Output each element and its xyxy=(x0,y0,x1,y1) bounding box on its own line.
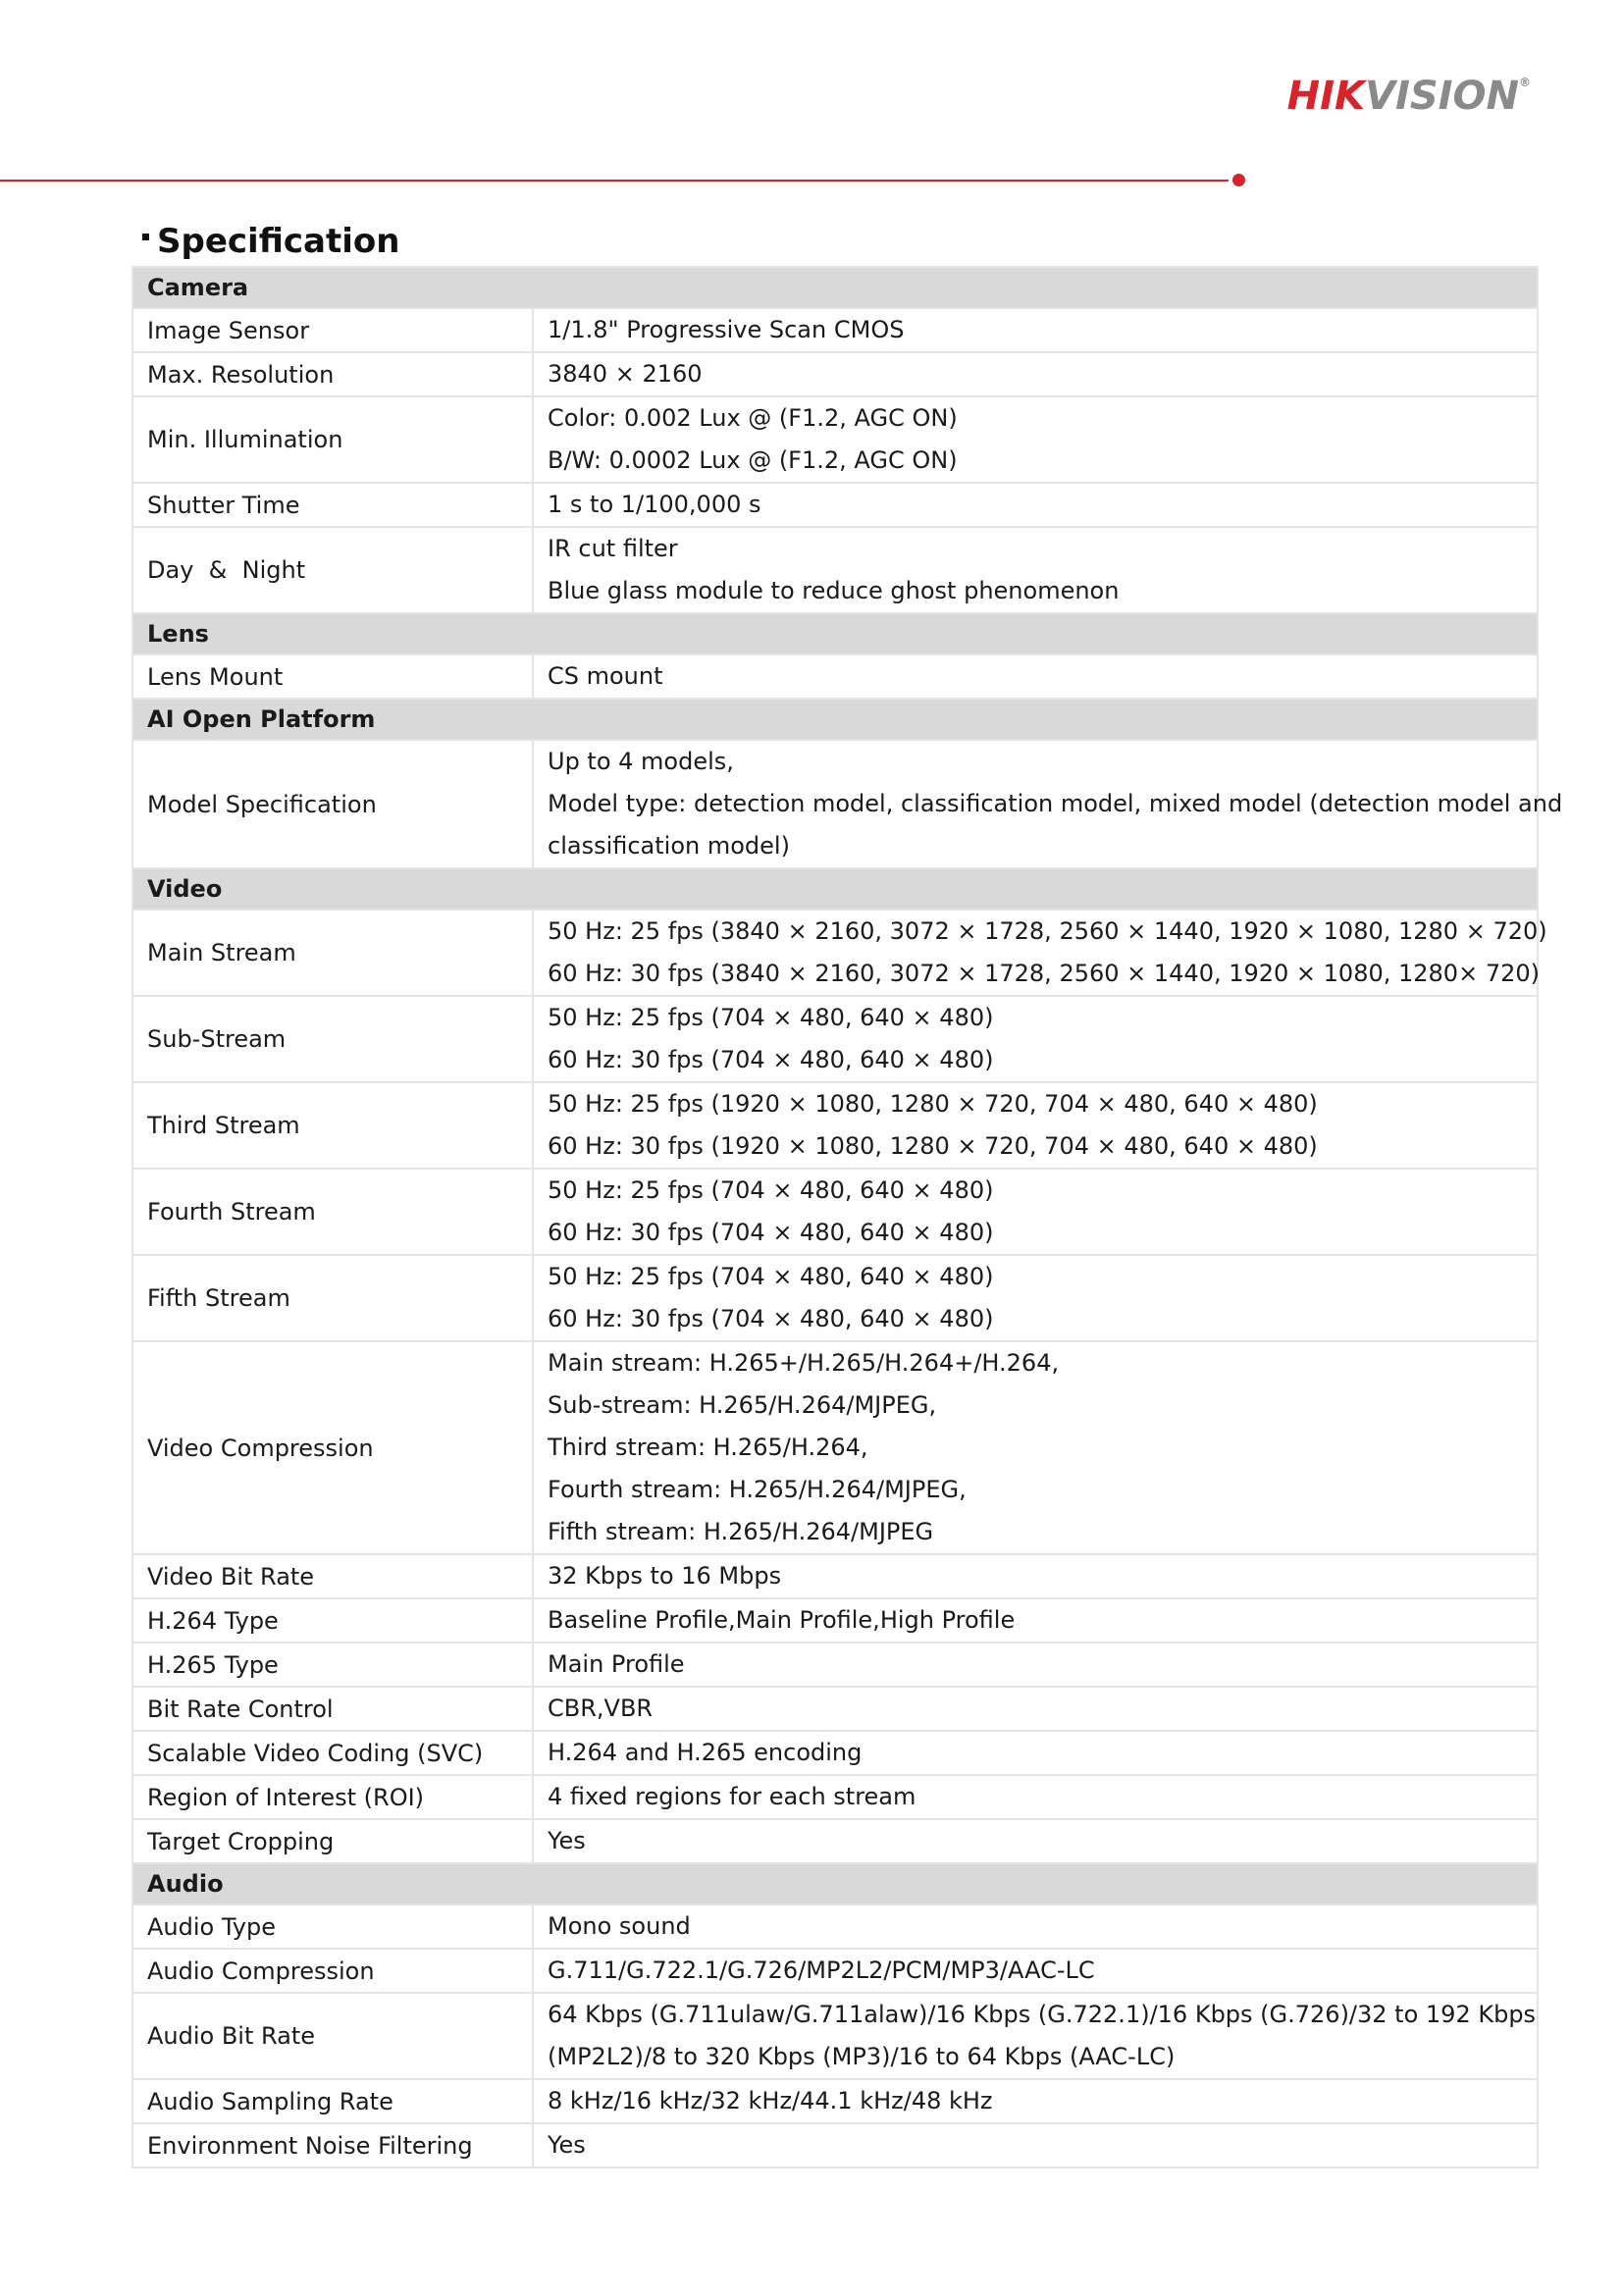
spec-value xyxy=(533,352,1538,396)
spec-row xyxy=(132,2123,1538,2167)
spec-value-line: 60 Hz: 30 fps (704 × 480, 640 × 480) xyxy=(548,1219,994,1246)
spec-table-body xyxy=(132,267,1563,2167)
spec-label: Region of Interest (ROI) xyxy=(132,1775,533,1819)
spec-row xyxy=(132,1643,1538,1687)
spec-table xyxy=(131,266,1563,2168)
spec-value xyxy=(533,1169,1538,1255)
spec-value xyxy=(533,1993,1538,2079)
logo-vision: VISION xyxy=(1364,74,1519,119)
spec-value xyxy=(533,1082,1538,1169)
spec-value xyxy=(533,1949,1538,1993)
spec-value-line: 60 Hz: 30 fps (704 × 480, 640 × 480) xyxy=(548,1305,994,1332)
spec-value-line: Color: 0.002 Lux @ (F1.2, AGC ON) xyxy=(548,404,958,432)
spec-label: Sub-Stream xyxy=(132,996,533,1082)
spec-value-line: 50 Hz: 25 fps (704 × 480, 640 × 480) xyxy=(548,1004,994,1031)
spec-value-line: H.264 and H.265 encoding xyxy=(548,1739,863,1766)
spec-value xyxy=(533,527,1538,613)
spec-label: Model Specification xyxy=(132,740,533,868)
spec-row xyxy=(132,527,1538,613)
spec-label: Image Sensor xyxy=(132,308,533,352)
spec-label: Lens Mount xyxy=(132,654,533,699)
spec-value-line: 3840 × 2160 xyxy=(548,360,703,388)
spec-value xyxy=(533,2079,1538,2123)
spec-value-line: Mono sound xyxy=(548,1912,691,1940)
spec-value xyxy=(533,1687,1538,1731)
spec-value xyxy=(533,1341,1538,1554)
spec-row xyxy=(132,1775,1538,1819)
spec-value xyxy=(533,396,1538,483)
spec-value-line: Yes xyxy=(548,1827,586,1854)
section-header: AI Open Platform xyxy=(132,699,1538,740)
spec-value-line: Blue glass module to reduce ghost phenomenon xyxy=(548,577,1120,604)
spec-value-line: 50 Hz: 25 fps (704 × 480, 640 × 480) xyxy=(548,1263,994,1290)
spec-value-line: Main stream: H.265+/H.265/H.264+/H.264, xyxy=(548,1349,1060,1377)
spec-value xyxy=(533,1905,1538,1949)
spec-value xyxy=(533,740,1563,868)
spec-value-line: G.711/G.722.1/G.726/MP2L2/PCM/MP3/AAC-LC xyxy=(548,1957,1095,1984)
section-header-row xyxy=(132,267,1538,308)
spec-label: Fifth Stream xyxy=(132,1255,533,1341)
logo-hik: HIK xyxy=(1286,74,1365,119)
spec-row xyxy=(132,1993,1538,2079)
spec-label: Environment Noise Filtering xyxy=(132,2123,533,2167)
spec-value-line: 1/1.8" Progressive Scan CMOS xyxy=(548,316,905,343)
spec-row xyxy=(132,1554,1538,1598)
spec-label: Audio Sampling Rate xyxy=(132,2079,533,2123)
section-header: Lens xyxy=(132,613,1538,654)
spec-label: Scalable Video Coding (SVC) xyxy=(132,1731,533,1775)
section-header: Camera xyxy=(132,267,1538,308)
spec-label: Day & Night xyxy=(132,527,533,613)
spec-row xyxy=(132,483,1538,527)
spec-row xyxy=(132,352,1538,396)
spec-value-line: 60 Hz: 30 fps (1920 × 1080, 1280 × 720, 704 × 480, 640 × 480) xyxy=(548,1132,1318,1160)
spec-value xyxy=(533,996,1538,1082)
spec-value xyxy=(533,910,1547,996)
spec-value-line: 8 kHz/16 kHz/32 kHz/44.1 kHz/48 kHz xyxy=(548,2087,993,2114)
spec-label: Video Compression xyxy=(132,1341,533,1554)
spec-value-line: Fourth stream: H.265/H.264/MJPEG, xyxy=(548,1476,967,1503)
spec-value-line: CS mount xyxy=(548,662,663,690)
spec-value-line: 64 Kbps (G.711ulaw/G.711alaw)/16 Kbps (G.722.1)/16 Kbps (G.726)/32 to 192 Kbps xyxy=(548,2001,1537,2028)
spec-value xyxy=(533,1554,1538,1598)
spec-value-line: classification model) xyxy=(548,832,790,860)
spec-value-line: B/W: 0.0002 Lux @ (F1.2, AGC ON) xyxy=(548,446,958,474)
spec-label: Video Bit Rate xyxy=(132,1554,533,1598)
spec-row xyxy=(132,1949,1538,1993)
hikvision-logo xyxy=(1286,74,1531,119)
bullet-icon xyxy=(142,234,149,240)
spec-value-line: 1 s to 1/100,000 s xyxy=(548,491,761,518)
spec-value-line: Yes xyxy=(548,2131,586,2159)
spec-value-line: 4 fixed regions for each stream xyxy=(548,1783,916,1810)
spec-value-line: 50 Hz: 25 fps (704 × 480, 640 × 480) xyxy=(548,1176,994,1204)
spec-label: Audio Compression xyxy=(132,1949,533,1993)
spec-label: Audio Bit Rate xyxy=(132,1993,533,2079)
spec-label: H.264 Type xyxy=(132,1598,533,1643)
spec-label: Bit Rate Control xyxy=(132,1687,533,1731)
spec-label: H.265 Type xyxy=(132,1643,533,1687)
spec-label: Audio Type xyxy=(132,1905,533,1949)
spec-row xyxy=(132,1598,1538,1643)
spec-label: Fourth Stream xyxy=(132,1169,533,1255)
spec-row xyxy=(132,1082,1538,1169)
spec-label: Min. Illumination xyxy=(132,396,533,483)
spec-label: Max. Resolution xyxy=(132,352,533,396)
spec-row xyxy=(132,1687,1538,1731)
spec-label: Shutter Time xyxy=(132,483,533,527)
section-header-row xyxy=(132,1863,1538,1905)
spec-value-line: (MP2L2)/8 to 320 Kbps (MP3)/16 to 64 Kbps (AAC-LC) xyxy=(548,2043,1176,2070)
section-header-row xyxy=(132,868,1538,910)
spec-value-line: IR cut filter xyxy=(548,535,678,562)
spec-value-line: CBR,VBR xyxy=(548,1695,654,1722)
spec-row xyxy=(132,396,1538,483)
spec-value xyxy=(533,483,1538,527)
header-rule-dot xyxy=(1232,174,1245,186)
spec-row xyxy=(132,1731,1538,1775)
spec-value xyxy=(533,2123,1538,2167)
spec-value-line: Third stream: H.265/H.264, xyxy=(548,1434,868,1461)
logo-registered-mark: ® xyxy=(1519,76,1531,89)
spec-value-line: Fifth stream: H.265/H.264/MJPEG xyxy=(548,1518,934,1545)
spec-value-line: 50 Hz: 25 fps (3840 × 2160, 3072 × 1728, 2560 × 1440, 1920 × 1080, 1280 × 720) xyxy=(548,917,1547,945)
spec-label: Third Stream xyxy=(132,1082,533,1169)
spec-row xyxy=(132,2079,1538,2123)
spec-row xyxy=(132,1905,1538,1949)
spec-row xyxy=(132,654,1538,699)
spec-label: Target Cropping xyxy=(132,1819,533,1863)
section-header: Video xyxy=(132,868,1538,910)
spec-row xyxy=(132,1819,1538,1863)
spec-value-line: Main Profile xyxy=(548,1650,685,1678)
section-header-row xyxy=(132,613,1538,654)
spec-value-line: Model type: detection model, classification model, mixed model (detection model and xyxy=(548,790,1563,817)
section-title xyxy=(142,222,399,261)
section-title-text: Specification xyxy=(157,222,400,261)
spec-value xyxy=(533,1775,1538,1819)
spec-value xyxy=(533,1598,1538,1643)
spec-row xyxy=(132,740,1538,868)
spec-row xyxy=(132,1169,1538,1255)
spec-row xyxy=(132,996,1538,1082)
spec-value-line: 32 Kbps to 16 Mbps xyxy=(548,1562,782,1590)
spec-label: Main Stream xyxy=(132,910,533,996)
spec-value xyxy=(533,308,1538,352)
spec-value xyxy=(533,1255,1538,1341)
spec-row xyxy=(132,1341,1538,1554)
header-rule xyxy=(0,180,1229,182)
section-header-row xyxy=(132,699,1538,740)
spec-value-line: 50 Hz: 25 fps (1920 × 1080, 1280 × 720, 704 × 480, 640 × 480) xyxy=(548,1090,1318,1118)
spec-value xyxy=(533,654,1538,699)
spec-row xyxy=(132,308,1538,352)
spec-value xyxy=(533,1643,1538,1687)
spec-value-line: Up to 4 models, xyxy=(548,748,734,775)
spec-value-line: Sub-stream: H.265/H.264/MJPEG, xyxy=(548,1391,937,1419)
spec-value-line: Baseline Profile,Main Profile,High Profile xyxy=(548,1606,1016,1634)
spec-value xyxy=(533,1819,1538,1863)
spec-value-line: 60 Hz: 30 fps (3840 × 2160, 3072 × 1728, 2560 × 1440, 1920 × 1080, 1280× 720) xyxy=(548,960,1540,987)
section-header: Audio xyxy=(132,1863,1538,1905)
spec-value-line: 60 Hz: 30 fps (704 × 480, 640 × 480) xyxy=(548,1046,994,1073)
spec-row xyxy=(132,910,1538,996)
spec-value xyxy=(533,1731,1538,1775)
spec-row xyxy=(132,1255,1538,1341)
